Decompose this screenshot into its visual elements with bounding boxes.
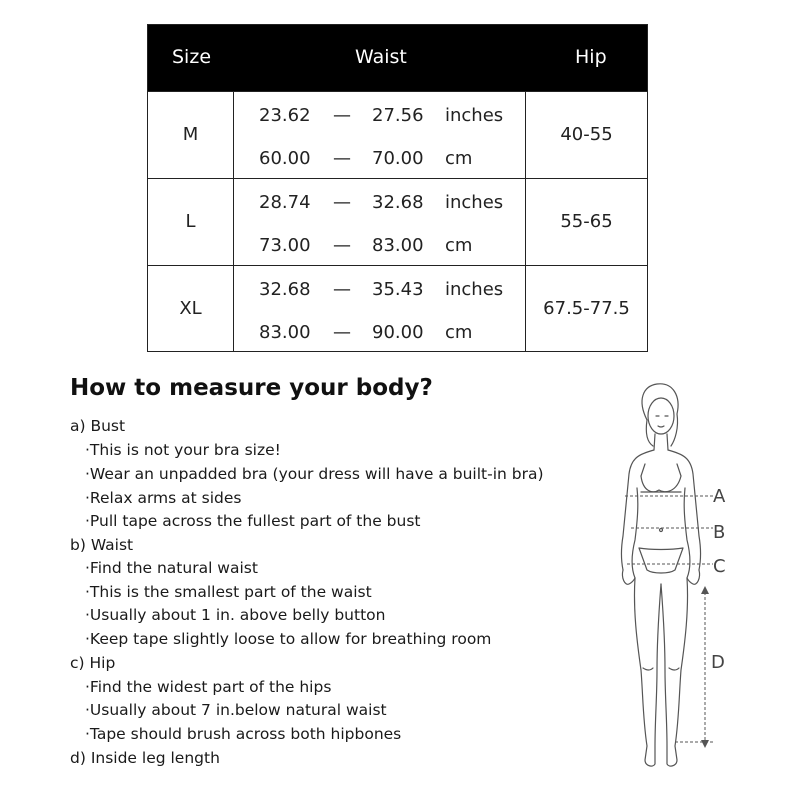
list-item: ·This is not your bra size! bbox=[85, 441, 281, 459]
body-measurement-figure-icon bbox=[595, 380, 755, 780]
table-row-l bbox=[148, 178, 647, 265]
list-item: ·Usually about 1 in. above belly button bbox=[85, 606, 386, 624]
table-row-m bbox=[148, 91, 647, 178]
column-divider bbox=[233, 91, 234, 351]
figure-label-a: A bbox=[713, 486, 726, 507]
list-item: ·Keep tape slightly loose to allow for breathing room bbox=[85, 630, 492, 648]
size-chart-table bbox=[147, 24, 648, 352]
unit-inches: inches bbox=[445, 105, 504, 126]
unit-inches: inches bbox=[445, 279, 504, 300]
list-item: ·Tape should brush across both hipbones bbox=[85, 725, 402, 743]
list-item: ·Relax arms at sides bbox=[85, 489, 242, 507]
unit-cm: cm bbox=[445, 235, 473, 256]
list-item: ·This is the smallest part of the waist bbox=[85, 583, 372, 601]
waist-cm-from: 83.00 bbox=[259, 322, 311, 343]
column-divider bbox=[525, 91, 526, 351]
range-dash: — bbox=[333, 235, 351, 256]
size-cell: XL bbox=[179, 298, 202, 319]
range-dash: — bbox=[333, 105, 351, 126]
figure-label-c: C bbox=[713, 556, 726, 577]
waist-inches-to: 32.68 bbox=[372, 192, 424, 213]
waist-inches-from: 32.68 bbox=[259, 279, 311, 300]
header-waist: Waist bbox=[355, 46, 407, 68]
range-dash: — bbox=[333, 192, 351, 213]
range-dash: — bbox=[333, 322, 351, 343]
header-hip: Hip bbox=[575, 46, 607, 68]
hip-cell: 40-55 bbox=[560, 124, 613, 145]
list-item: ·Find the natural waist bbox=[85, 559, 258, 577]
section-heading-inside-leg: d) Inside leg length bbox=[70, 749, 220, 767]
range-dash: — bbox=[333, 148, 351, 169]
figure-label-d: D bbox=[711, 652, 725, 673]
unit-inches: inches bbox=[445, 192, 504, 213]
list-item: ·Pull tape across the fullest part of the bust bbox=[85, 512, 421, 530]
header-size: Size bbox=[172, 46, 212, 68]
list-item: ·Usually about 7 in.below natural waist bbox=[85, 701, 387, 719]
hip-cell: 67.5-77.5 bbox=[543, 298, 630, 319]
size-cell: L bbox=[185, 211, 196, 232]
waist-inches-to: 27.56 bbox=[372, 105, 424, 126]
section-heading-bust: a) Bust bbox=[70, 417, 126, 435]
section-heading-waist: b) Waist bbox=[70, 536, 134, 554]
waist-cm-to: 90.00 bbox=[372, 322, 424, 343]
size-cell: M bbox=[182, 124, 199, 145]
hip-cell: 55-65 bbox=[560, 211, 613, 232]
table-header-row bbox=[148, 25, 647, 91]
range-dash: — bbox=[333, 279, 351, 300]
waist-cm-from: 73.00 bbox=[259, 235, 311, 256]
waist-cm-from: 60.00 bbox=[259, 148, 311, 169]
waist-inches-from: 28.74 bbox=[259, 192, 311, 213]
list-item: ·Wear an unpadded bra (your dress will have a built-in bra) bbox=[85, 465, 544, 483]
waist-cm-to: 83.00 bbox=[372, 235, 424, 256]
table-row-xl bbox=[148, 265, 647, 352]
waist-inches-from: 23.62 bbox=[259, 105, 311, 126]
section-heading-hip: c) Hip bbox=[70, 654, 116, 672]
figure-label-b: B bbox=[713, 522, 726, 543]
unit-cm: cm bbox=[445, 322, 473, 343]
waist-cm-to: 70.00 bbox=[372, 148, 424, 169]
list-item: ·Find the widest part of the hips bbox=[85, 678, 332, 696]
guide-title: How to measure your body? bbox=[70, 375, 433, 401]
waist-inches-to: 35.43 bbox=[372, 279, 424, 300]
unit-cm: cm bbox=[445, 148, 473, 169]
